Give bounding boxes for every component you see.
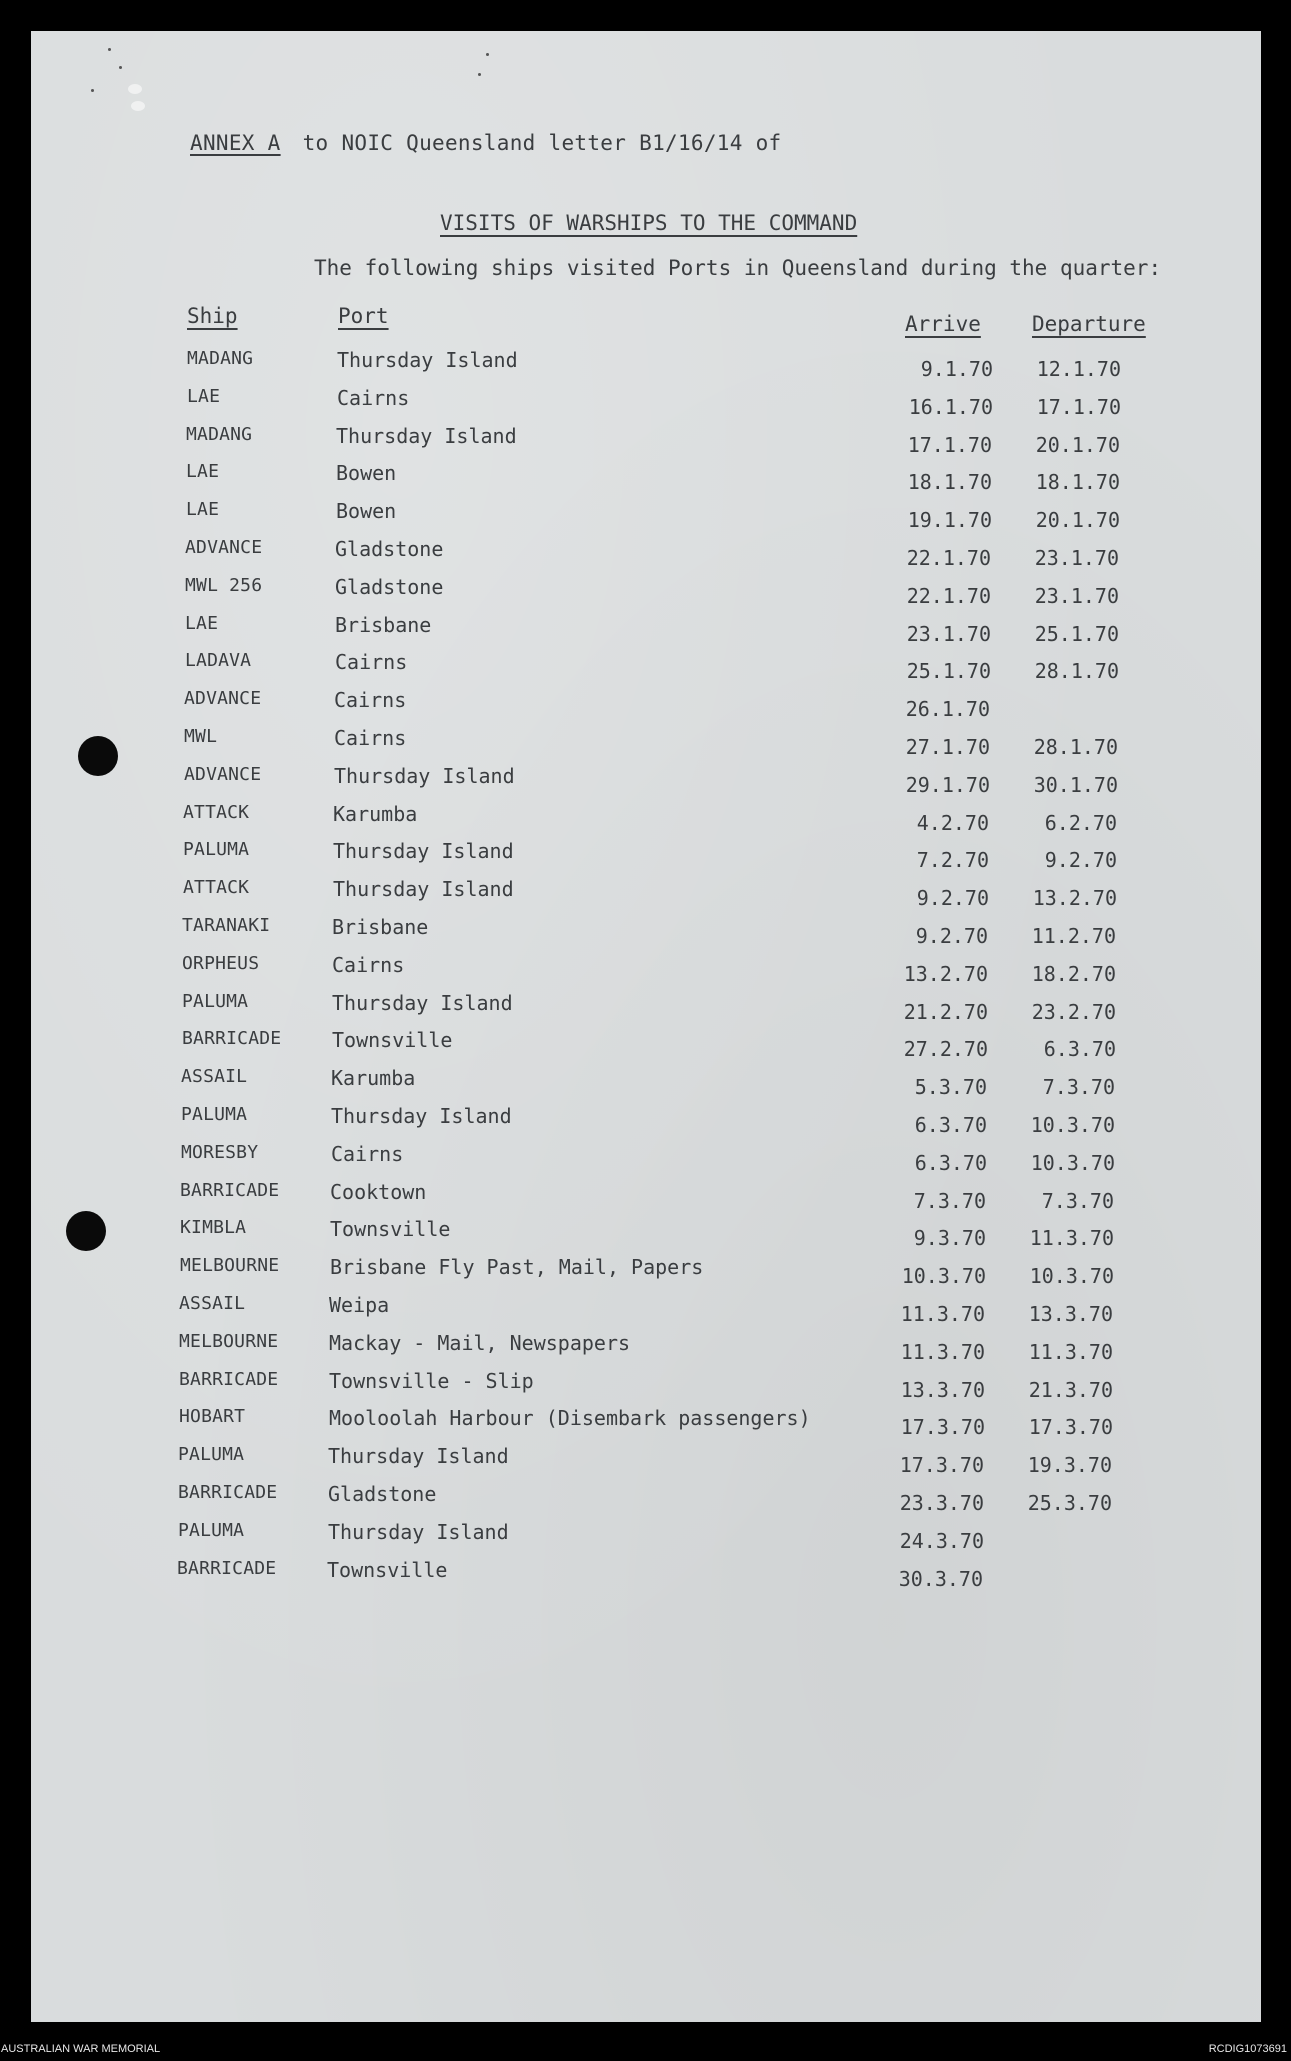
cell-departure: 28.1.70	[1034, 659, 1119, 684]
cell-departure: 7.3.70	[1041, 1188, 1114, 1213]
cell-arrive: 16.1.70	[908, 394, 993, 419]
table-row	[31, 461, 1261, 500]
cell-departure: 21.3.70	[1028, 1377, 1113, 1402]
cell-departure: 12.1.70	[1036, 357, 1121, 381]
cell-ship: KIMBLA	[180, 1217, 247, 1239]
annex-reference	[190, 131, 782, 155]
cell-departure: 10.3.70	[1030, 1113, 1115, 1137]
table-row	[31, 1104, 1261, 1143]
column-header-departure: Departure	[1032, 312, 1146, 336]
cell-port: Thursday Island	[333, 877, 514, 902]
cell-arrive: 6.3.70	[914, 1150, 987, 1175]
cell-arrive: 22.1.70	[906, 546, 991, 570]
cell-port: Weipa	[329, 1293, 390, 1317]
cell-arrive: 19.1.70	[907, 508, 992, 533]
cell-ship: ADVANCE	[185, 537, 263, 558]
table-row	[31, 574, 1261, 614]
cell-departure: 23.1.70	[1034, 546, 1119, 570]
cell-ship: BARRICADE	[177, 1557, 277, 1579]
cell-ship: MELBOURNE	[180, 1255, 280, 1277]
cell-ship: ASSAIL	[179, 1293, 246, 1314]
cell-port: Cairns	[337, 385, 410, 410]
table-row	[31, 915, 1261, 954]
table-row	[31, 1028, 1261, 1067]
cell-arrive: 13.3.70	[900, 1377, 985, 1402]
cell-departure: 11.2.70	[1031, 924, 1116, 948]
cell-ship: LAE	[187, 385, 221, 407]
table-row	[31, 612, 1261, 652]
cell-departure: 11.3.70	[1028, 1339, 1113, 1364]
cell-departure: 20.1.70	[1035, 508, 1120, 533]
table-row	[31, 1444, 1261, 1483]
cell-arrive: 7.3.70	[913, 1188, 986, 1213]
cell-port: Karumba	[333, 801, 418, 826]
document-title: VISITS OF WARSHIPS TO THE COMMAND	[440, 211, 858, 235]
cell-ship: PALUMA	[178, 1519, 245, 1541]
cell-ship: LAE	[185, 612, 219, 634]
table-row	[31, 650, 1261, 689]
cell-departure: 13.3.70	[1028, 1302, 1113, 1326]
table-row	[31, 1368, 1261, 1408]
cell-ship: BARRICADE	[179, 1368, 279, 1390]
table-row	[31, 952, 1261, 992]
cell-port: Cairns	[331, 1141, 404, 1166]
cell-port: Thursday Island	[332, 990, 513, 1015]
cell-port: Mooloolah Harbour (Disembark passengers)	[329, 1406, 811, 1431]
cell-port: Cairns	[334, 688, 407, 713]
cell-port: Gladstone	[335, 537, 444, 561]
cell-departure: 7.3.70	[1042, 1075, 1115, 1100]
cell-departure: 9.2.70	[1044, 848, 1117, 873]
speck	[108, 48, 111, 51]
cell-arrive: 23.3.70	[899, 1491, 984, 1515]
cell-port: Bowen	[336, 461, 397, 486]
cell-ship: LAE	[186, 499, 220, 521]
cell-port: Karumba	[331, 1066, 416, 1091]
cell-port: Townsville	[332, 1028, 453, 1053]
cell-ship: ADVANCE	[184, 688, 262, 710]
cell-ship: PALUMA	[178, 1444, 245, 1466]
cell-arrive: 22.1.70	[906, 583, 991, 608]
table-row	[31, 1141, 1261, 1181]
cell-departure: 18.2.70	[1031, 961, 1116, 986]
cell-departure: 25.1.70	[1034, 621, 1119, 646]
cell-arrive: 5.3.70	[914, 1075, 987, 1100]
table-row	[31, 763, 1261, 803]
cell-arrive: 7.2.70	[916, 848, 989, 873]
annex-label: ANNEX A	[190, 131, 281, 155]
column-header-arrive: Arrive	[905, 312, 981, 336]
cell-port: Thursday Island	[334, 763, 515, 788]
cell-ship: ATTACK	[183, 801, 250, 823]
cell-arrive: 21.2.70	[903, 999, 988, 1024]
cell-port: Gladstone	[328, 1482, 437, 1506]
cell-ship: BARRICADE	[178, 1482, 278, 1503]
cell-departure: 30.1.70	[1033, 772, 1118, 797]
table-row	[31, 1519, 1261, 1559]
cell-port: Thursday Island	[336, 423, 517, 448]
table-row	[31, 990, 1261, 1030]
cell-departure: 28.1.70	[1033, 735, 1118, 759]
table-row	[31, 1557, 1261, 1597]
column-header-ship: Ship	[187, 304, 238, 328]
cell-departure: 10.3.70	[1030, 1150, 1115, 1175]
cell-departure: 23.2.70	[1031, 999, 1116, 1024]
cell-departure: 17.1.70	[1036, 394, 1121, 419]
cell-port: Cooktown	[330, 1179, 427, 1204]
cell-port: Thursday Island	[337, 348, 518, 372]
cell-arrive: 30.3.70	[898, 1566, 983, 1591]
cell-departure: 20.1.70	[1035, 432, 1120, 457]
cell-port: Thursday Island	[331, 1104, 512, 1128]
cell-ship: MORESBY	[181, 1141, 259, 1163]
table-row	[31, 1482, 1261, 1521]
cell-ship: MADANG	[187, 348, 254, 369]
cell-ship: MADANG	[186, 423, 253, 445]
cell-departure: 10.3.70	[1029, 1264, 1114, 1289]
table-row	[31, 1255, 1261, 1294]
cell-arrive: 17.1.70	[907, 432, 992, 457]
cell-ship: ASSAIL	[181, 1066, 248, 1088]
cell-arrive: 29.1.70	[905, 772, 990, 797]
smudge	[131, 101, 145, 111]
cell-port: Gladstone	[335, 574, 444, 599]
table-row	[31, 423, 1261, 463]
cell-arrive: 6.3.70	[914, 1113, 987, 1137]
table-row	[31, 1179, 1261, 1219]
cell-ship: BARRICADE	[180, 1179, 280, 1201]
cell-port: Cairns	[332, 952, 405, 977]
speck	[91, 89, 94, 92]
cell-arrive: 9.3.70	[913, 1226, 986, 1251]
cell-ship: MWL	[184, 726, 218, 747]
table-row	[31, 348, 1261, 387]
cell-departure: 6.3.70	[1043, 1037, 1116, 1062]
speck	[478, 73, 481, 76]
cell-arrive: 27.1.70	[905, 735, 990, 759]
cell-ship: PALUMA	[181, 1104, 248, 1125]
cell-arrive: 11.3.70	[900, 1339, 985, 1364]
cell-arrive: 24.3.70	[899, 1528, 984, 1553]
cell-port: Bowen	[336, 499, 397, 524]
table-row	[31, 1066, 1261, 1105]
cell-arrive: 18.1.70	[907, 470, 992, 495]
cell-ship: HOBART	[179, 1406, 246, 1428]
cell-port: Thursday Island	[328, 1519, 509, 1544]
cell-ship: MELBOURNE	[179, 1330, 279, 1352]
intro-text: The following ships visited Ports in Queensland during the quarter:	[314, 256, 1162, 280]
speck	[119, 66, 122, 69]
cell-ship: ORPHEUS	[182, 952, 260, 974]
cell-arrive: 23.1.70	[906, 621, 991, 646]
smudge	[128, 84, 142, 94]
speck	[486, 53, 489, 56]
table-row	[31, 537, 1261, 576]
cell-arrive: 17.3.70	[900, 1415, 985, 1440]
cell-ship: ADVANCE	[184, 763, 262, 785]
cell-arrive: 25.1.70	[906, 659, 991, 684]
cell-ship: MWL 256	[185, 574, 263, 596]
cell-departure: 13.2.70	[1032, 886, 1117, 911]
cell-port: Townsville	[330, 1217, 451, 1242]
cell-ship: TARANAKI	[182, 915, 271, 936]
cell-ship: PALUMA	[182, 990, 249, 1012]
table-row	[31, 1330, 1261, 1370]
cell-arrive: 13.2.70	[903, 961, 988, 986]
table-row	[31, 385, 1261, 425]
cell-departure: 18.1.70	[1035, 470, 1120, 495]
cell-ship: LADAVA	[185, 650, 252, 672]
cell-arrive: 4.2.70	[916, 810, 989, 835]
cell-arrive: 9.2.70	[915, 924, 988, 948]
cell-port: Cairns	[334, 726, 407, 750]
cell-departure: 11.3.70	[1029, 1226, 1114, 1251]
cell-ship: PALUMA	[183, 839, 250, 861]
cell-departure: 6.2.70	[1044, 810, 1117, 835]
cell-ship: LAE	[186, 461, 220, 483]
cell-arrive: 11.3.70	[900, 1302, 985, 1326]
cell-departure: 19.3.70	[1027, 1453, 1112, 1478]
cell-departure: 17.3.70	[1028, 1415, 1113, 1440]
cell-port: Townsville - Slip	[329, 1368, 534, 1393]
footer-right: RCDIG1073691	[1208, 2043, 1287, 2055]
table-row	[31, 839, 1261, 878]
table-row	[31, 499, 1261, 538]
cell-arrive: 17.3.70	[899, 1453, 984, 1478]
cell-port: Brisbane Fly Past, Mail, Papers	[330, 1255, 704, 1280]
cell-arrive: 10.3.70	[901, 1264, 986, 1289]
footer-left: AUSTRALIAN WAR MEMORIAL	[1, 2043, 161, 2055]
column-header-port: Port	[338, 304, 389, 328]
cell-departure: 25.3.70	[1027, 1491, 1112, 1515]
table-row	[31, 726, 1261, 765]
cell-port: Brisbane	[332, 915, 429, 939]
document-page	[31, 31, 1261, 2022]
table-row	[31, 1406, 1261, 1445]
cell-port: Thursday Island	[333, 839, 514, 864]
cell-port: Brisbane	[335, 612, 432, 637]
table-row	[31, 1217, 1261, 1256]
cell-port: Thursday Island	[328, 1444, 509, 1469]
cell-departure: 23.1.70	[1034, 583, 1119, 608]
table-row	[31, 688, 1261, 727]
cell-ship: ATTACK	[183, 877, 250, 899]
cell-port: Townsville	[327, 1557, 448, 1582]
table-row	[31, 801, 1261, 841]
cell-arrive: 9.1.70	[920, 357, 993, 381]
cell-arrive: 27.2.70	[903, 1037, 988, 1062]
annex-text: to NOIC Queensland letter B1/16/14 of	[302, 131, 782, 155]
cell-port: Mackay - Mail, Newspapers	[329, 1330, 631, 1355]
cell-arrive: 9.2.70	[916, 886, 989, 911]
table-row	[31, 1293, 1261, 1332]
cell-ship: BARRICADE	[182, 1028, 282, 1050]
cell-arrive: 26.1.70	[905, 697, 990, 722]
table-row	[31, 877, 1261, 916]
cell-port: Cairns	[335, 650, 408, 675]
